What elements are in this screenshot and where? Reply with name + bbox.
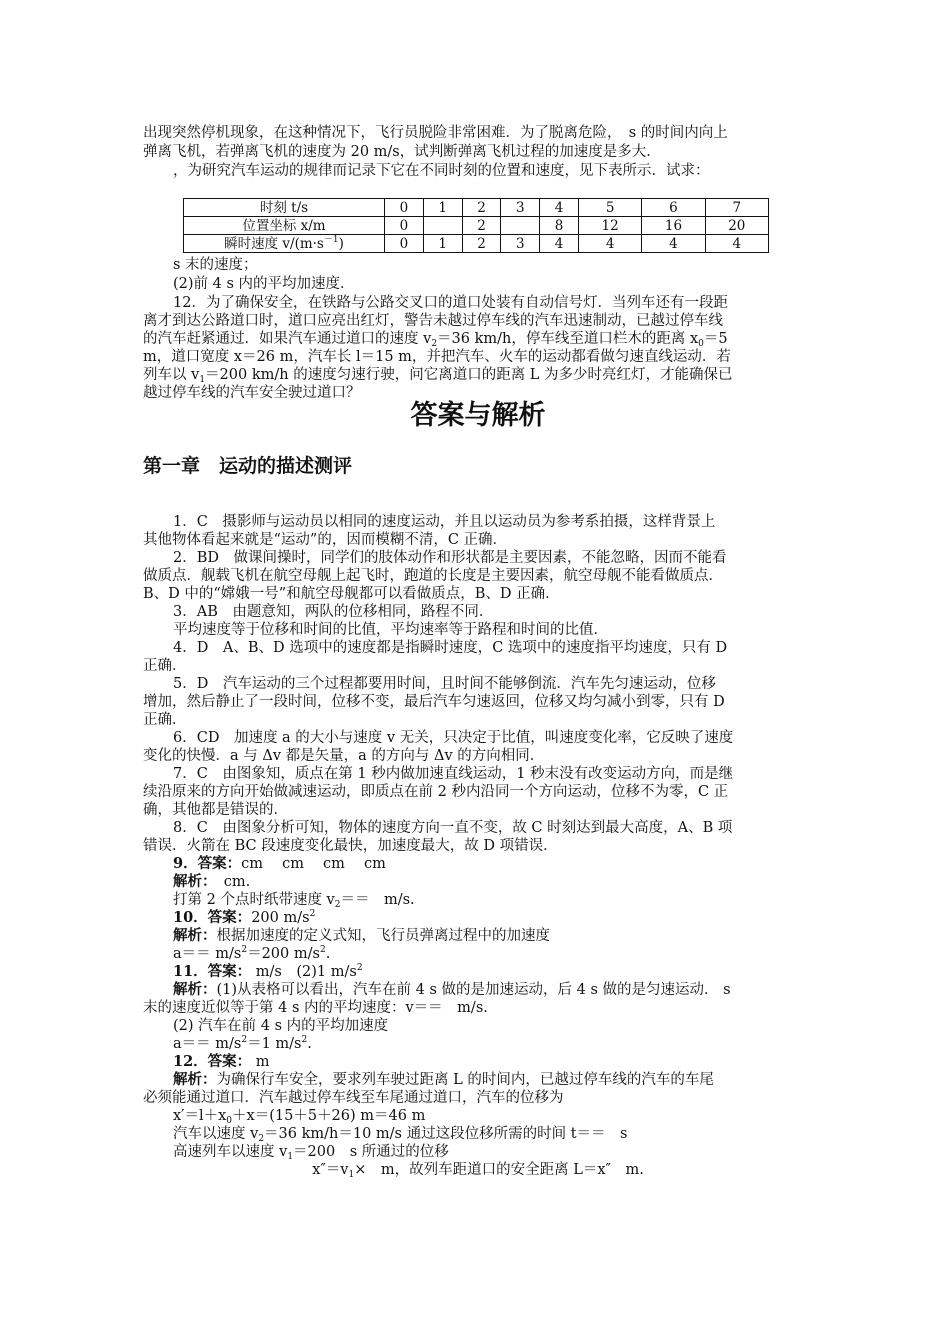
- table-cell: 2: [462, 217, 501, 235]
- table-cell: 12: [578, 217, 641, 235]
- problem-text-line: 出现突然停机现象，在这种情况下，飞行员脱险非常困难．为了脱离危险， s 的时间内向上: [143, 125, 728, 141]
- table-cell: 16: [642, 217, 705, 235]
- problem-text-line: 列车以 $v_1=200$ km/h 的速度匀速行驶，问它离道口的距离 L 为多少时亮红灯，才能确保已: [143, 367, 733, 385]
- problem-text-line: 弹离飞机，若弹离飞机的速度为 20 m/s，试判断弹离飞机过程的加速度是多大．: [143, 144, 661, 160]
- table-cell: 0: [385, 217, 424, 235]
- answer-line: 9．答案：cm cm cm cm: [173, 855, 386, 872]
- answer-line: B、D 中的“嫦娥一号”和航空母舰都可以看做质点，B、D 正确．: [143, 586, 560, 602]
- table-row: [184, 235, 769, 253]
- answer-line: 3．AB 由题意知，两队的位移相同，路程不同．: [173, 604, 494, 620]
- answer-line: 11．答案： m/s (2)1 $m/s^2$: [173, 963, 363, 980]
- answer-line: 解析： cm.: [173, 873, 251, 890]
- answer-line: 变化的快慢．a 与 Δv 都是矢量，a 的方向与 Δv 的方向相同．: [143, 748, 545, 764]
- answer-line: $a== m/s^2=1$ $m/s^2$.: [173, 1035, 312, 1052]
- answer-line: $x''=v_1\times$ m，故列车距道口的安全距离 L＝x″ m.: [312, 1162, 644, 1180]
- table-row: [184, 199, 769, 217]
- answer-line: 打第 2 个点时纸带速度 $v_2==$ m/s.: [173, 892, 415, 910]
- table-cell: 3: [501, 235, 540, 253]
- answer-line: 平均速度等于位移和时间的比值，平均速率等于路程和时间的比值．: [173, 622, 608, 638]
- table-cell: 1: [423, 235, 462, 253]
- answer-line: 5．D 汽车运动的三个过程都要用时间，且时间不能够倒流．汽车先匀速运动，位移: [173, 676, 716, 692]
- problem-text-line: s 末的速度；: [173, 257, 258, 273]
- answer-line: 4．D A、B、D 选项中的速度都是指瞬时速度，C 选项中的速度指平均速度，只有 D: [173, 640, 728, 656]
- problem-text-line: 离才到达公路道口时，道口应亮出红灯，警告未越过停车线的汽车迅速制动，已越过停车线: [143, 313, 723, 329]
- table-header-cell: 瞬时速度 $v/(m\cdot s^{-1})$: [184, 235, 385, 253]
- answer-line: 6．CD 加速度 a 的大小与速度 v 无关，只决定于比值，叫速度变化率，它反映了速度: [173, 730, 734, 746]
- answer-line: 续沿原来的方向开始做减速运动，即质点在前 2 秒内沿同一个方向运动，位移不为零，C 正: [143, 784, 729, 800]
- table-cell: 4: [540, 235, 579, 253]
- table-cell: [501, 217, 540, 235]
- answer-line: 正确．: [143, 712, 187, 728]
- answer-line: 末的速度近似等于第 4 s 内的平均速度：v＝＝ m/s.: [143, 1000, 488, 1016]
- answer-line: $a== m/s^2=200$ $m/s^2$.: [173, 945, 331, 962]
- table-cell: [423, 217, 462, 235]
- answer-line: 解析：为确保行车安全，要求列车驶过距离 L 的时间内，已越过停车线的汽车的车尾: [173, 1071, 714, 1088]
- chapter-title: 第一章 运动的描述测评: [143, 455, 353, 477]
- problem-text-line: ，为研究汽车运动的规律而记录下它在不同时刻的位置和速度，见下表所示．试求：: [173, 163, 710, 179]
- answer-line: 7．C 由图象知，质点在第 1 秒内做加速直线运动，1 秒末没有改变运动方向，而是继: [173, 766, 734, 782]
- answer-line: 增加，然后静止了一段时间，位移不变，最后汽车匀速返回，位移又均匀减小到零，只有 D: [143, 694, 725, 710]
- table-header-cell: 位置坐标 x/m: [184, 217, 385, 235]
- table-row: [184, 217, 769, 235]
- problem-text-line: m，道口宽度 x＝26 m，汽车长 l＝15 m，并把汽车、火车的运动都看做匀速直线运动．若: [143, 349, 731, 365]
- answer-line: 2．BD 做课间操时，同学们的肢体动作和形状都是主要因素，不能忽略，因而不能看: [173, 550, 727, 566]
- table-cell: 7: [705, 199, 768, 217]
- answer-line: 确，其他都是错误的．: [143, 802, 288, 818]
- table-header-cell: 时刻 t/s: [184, 199, 385, 217]
- answer-line: (2) 汽车在前 4 s 内的平均加速度: [173, 1018, 389, 1034]
- table-cell: 2: [462, 235, 501, 253]
- table-cell: 6: [642, 199, 705, 217]
- table-cell: 8: [540, 217, 579, 235]
- answer-line: 必须能通过道口．汽车越过停车线至车尾通过道口，汽车的位移为: [143, 1090, 564, 1106]
- answer-line: 8．C 由图象分析可知，物体的速度方向一直不变，故 C 时刻达到最大高度，A、B 项: [173, 820, 733, 836]
- table-cell: 4: [578, 235, 641, 253]
- table-cell: 4: [705, 235, 768, 253]
- answer-line: 10．答案：200 $m/s^2$: [173, 909, 316, 926]
- table-cell: 3: [501, 199, 540, 217]
- table-cell: 4: [642, 235, 705, 253]
- answer-line: 错误．火箭在 BC 段速度变化最快，加速度最大，故 D 项错误．: [143, 838, 558, 854]
- answer-line: 解析：根据加速度的定义式知，飞行员弹离过程中的加速度: [173, 927, 550, 944]
- answer-line: $x'=l+x_0+x=(15+5+26)$ m＝46 m: [173, 1108, 426, 1126]
- answer-line: 正确．: [143, 658, 187, 674]
- table-cell: 5: [578, 199, 641, 217]
- problem-text-line: (2)前 4 s 内的平均加速度．: [173, 276, 355, 292]
- problem-text-line: 越过停车线的汽车安全驶过道口？: [143, 385, 361, 401]
- answer-line: 高速列车以速度 $v_1=200$ s 所通过的位移: [173, 1144, 449, 1162]
- answer-line: 做质点．舰载飞机在航空母舰上起飞时，跑道的长度是主要因素，航空母舰不能看做质点．: [143, 568, 723, 584]
- motion-data-table: [183, 198, 769, 253]
- problem-text-line: 的汽车赶紧通过．如果汽车通过道口的速度 $v_2=36$ km/h，停车线至道口栏木的距离 $x_0=5$: [143, 331, 728, 349]
- answer-line: 汽车以速度 $v_2=36$ km/h＝10 m/s 通过这段位移所需的时间 t＝＝ s: [173, 1126, 628, 1144]
- problem-text-line: 12．为了确保安全，在铁路与公路交叉口的道口处装有自动信号灯．当列车还有一段距: [173, 295, 728, 311]
- answer-line: 解析：(1)从表格可以看出，汽车在前 4 s 做的是加速运动，后 4 s 做的是匀速运动． s: [173, 981, 731, 998]
- table-cell: 2: [462, 199, 501, 217]
- answer-line: 1．C 摄影师与运动员以相同的速度运动，并且以运动员为参考系拍摄，这样背景上: [173, 514, 716, 530]
- table-cell: 4: [540, 199, 579, 217]
- table-cell: 20: [705, 217, 768, 235]
- answers-heading: 答案与解析: [410, 400, 546, 431]
- answer-line: 其他物体看起来就是“运动”的，因而模糊不清，C 正确．: [143, 532, 508, 548]
- answer-line: 12．答案： m: [173, 1053, 270, 1070]
- table-cell: 0: [385, 235, 424, 253]
- table-cell: 0: [385, 199, 424, 217]
- table-cell: 1: [423, 199, 462, 217]
